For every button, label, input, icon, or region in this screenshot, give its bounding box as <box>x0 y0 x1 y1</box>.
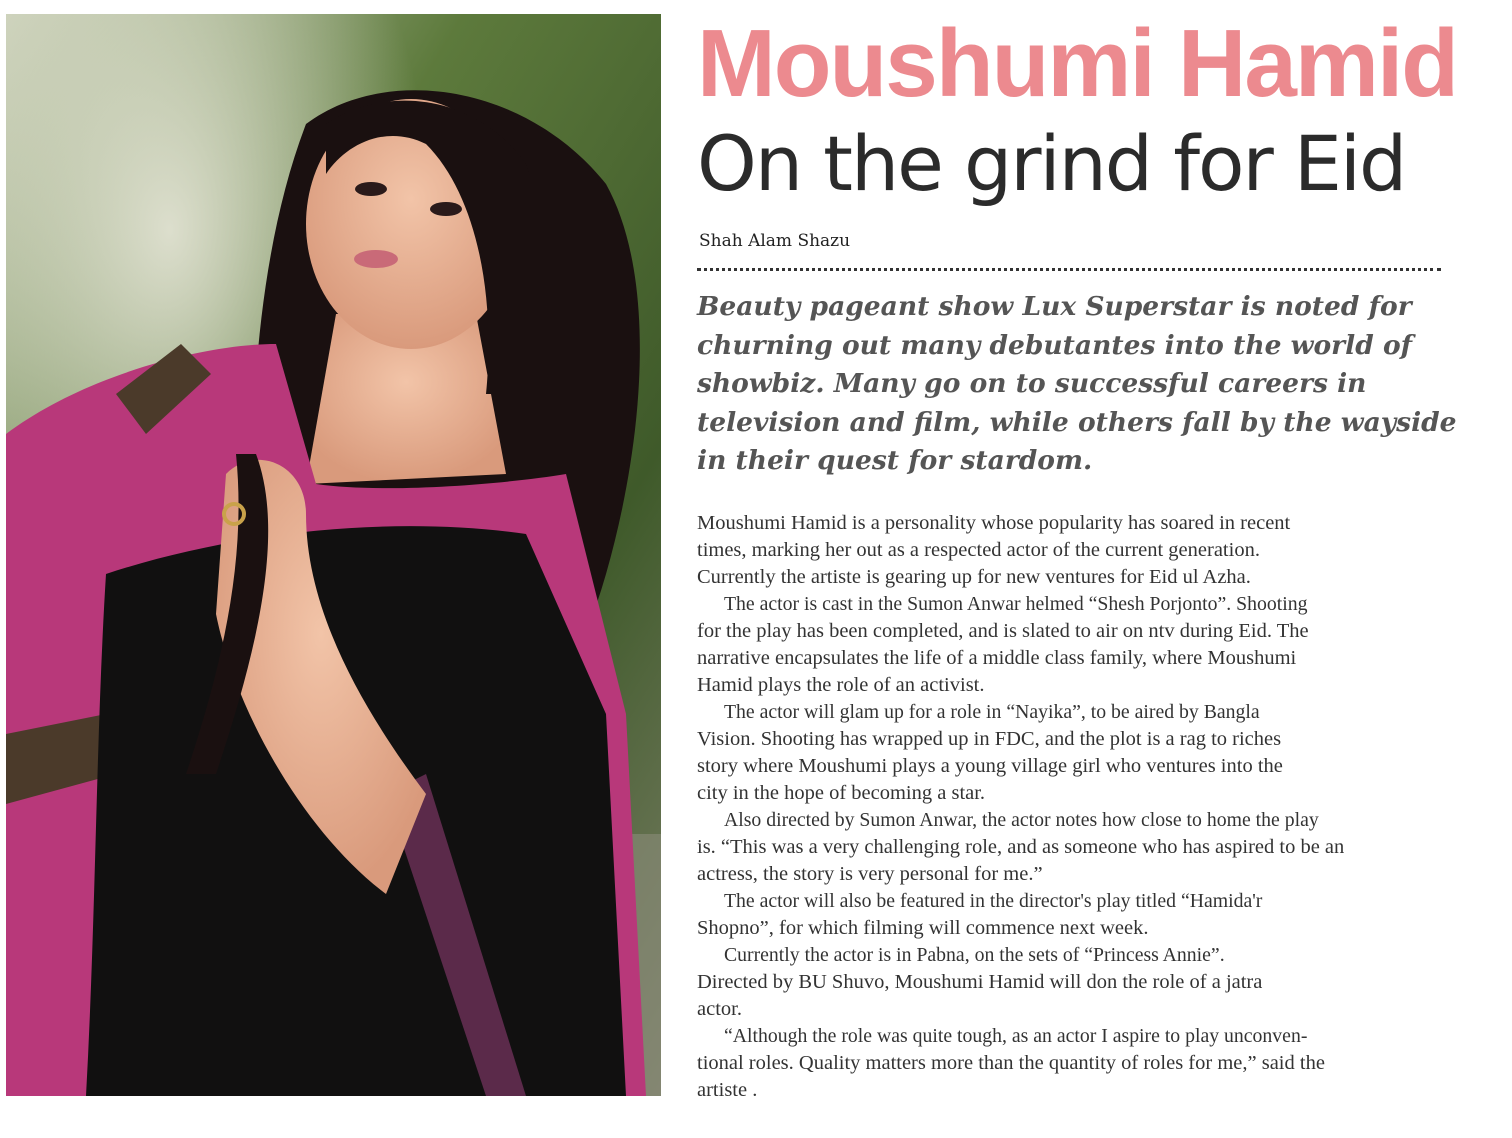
deck-line: in their quest for stardom. <box>697 445 1093 476</box>
body-line: is. “This was a very challenging role, and as someone who has aspired to be an <box>697 836 1345 858</box>
body-line: tional roles. Quality matters more than the quantity of roles for me,” said the <box>697 1052 1325 1074</box>
article-deck <box>697 288 1457 481</box>
body-line: city in the hope of becoming a star. <box>697 782 986 804</box>
body-line: Moushumi Hamid is a personality whose popularity has soared in recent <box>697 512 1291 534</box>
body-line: Currently the actor is in Pabna, on the sets of “Princess Annie”. <box>723 944 1225 966</box>
body-line: The actor will also be featured in the director's play titled “Hamida'r <box>723 890 1263 912</box>
article-photo <box>6 14 661 1096</box>
article-body <box>697 510 1457 1104</box>
body-line: Directed by BU Shuvo, Moushumi Hamid will don the role of a jatra <box>697 971 1263 993</box>
body-line: Also directed by Sumon Anwar, the actor notes how close to home the play <box>723 809 1319 831</box>
body-line: story where Moushumi plays a young village girl who ventures into the <box>697 755 1283 777</box>
body-line: actress, the story is very personal for me.” <box>697 863 1043 885</box>
body-line: The actor is cast in the Sumon Anwar helmed “Shesh Porjonto”. Shooting <box>723 593 1308 615</box>
body-line: times, marking her out as a respected actor of the current generation. <box>697 539 1260 561</box>
headline-subtitle: On the grind for Eid <box>697 119 1406 208</box>
deck-line: churning out many debutantes into the world of <box>697 329 1413 361</box>
byline: Shah Alam Shazu <box>699 231 851 251</box>
dotted-divider <box>697 268 1441 271</box>
body-line: Shopno”, for which filming will commence next week. <box>697 917 1149 939</box>
body-line: Hamid plays the role of an activist. <box>697 674 985 696</box>
body-line: Vision. Shooting has wrapped up in FDC, and the plot is a rag to riches <box>697 728 1282 750</box>
deck-line: showbiz. Many go on to successful careers in <box>697 368 1367 399</box>
body-line: artiste . <box>697 1079 758 1101</box>
body-line: actor. <box>697 998 742 1020</box>
body-line: narrative encapsulates the life of a middle class family, where Moushumi <box>697 647 1297 669</box>
deck-line: television and film, while others fall by the wayside <box>697 406 1457 438</box>
body-line: for the play has been completed, and is slated to air on ntv during Eid. The <box>697 620 1309 642</box>
article <box>697 0 1457 1138</box>
body-line: The actor will glam up for a role in “Nayika”, to be aired by Bangla <box>723 701 1260 723</box>
deck-line: Beauty pageant show Lux Superstar is noted for <box>697 291 1412 322</box>
headline-name: Moushumi Hamid <box>697 10 1458 117</box>
body-line: “Although the role was quite tough, as an actor I aspire to play unconven- <box>723 1025 1308 1047</box>
portrait-illustration <box>6 14 661 1096</box>
body-line: Currently the artiste is gearing up for new ventures for Eid ul Azha. <box>697 566 1251 588</box>
